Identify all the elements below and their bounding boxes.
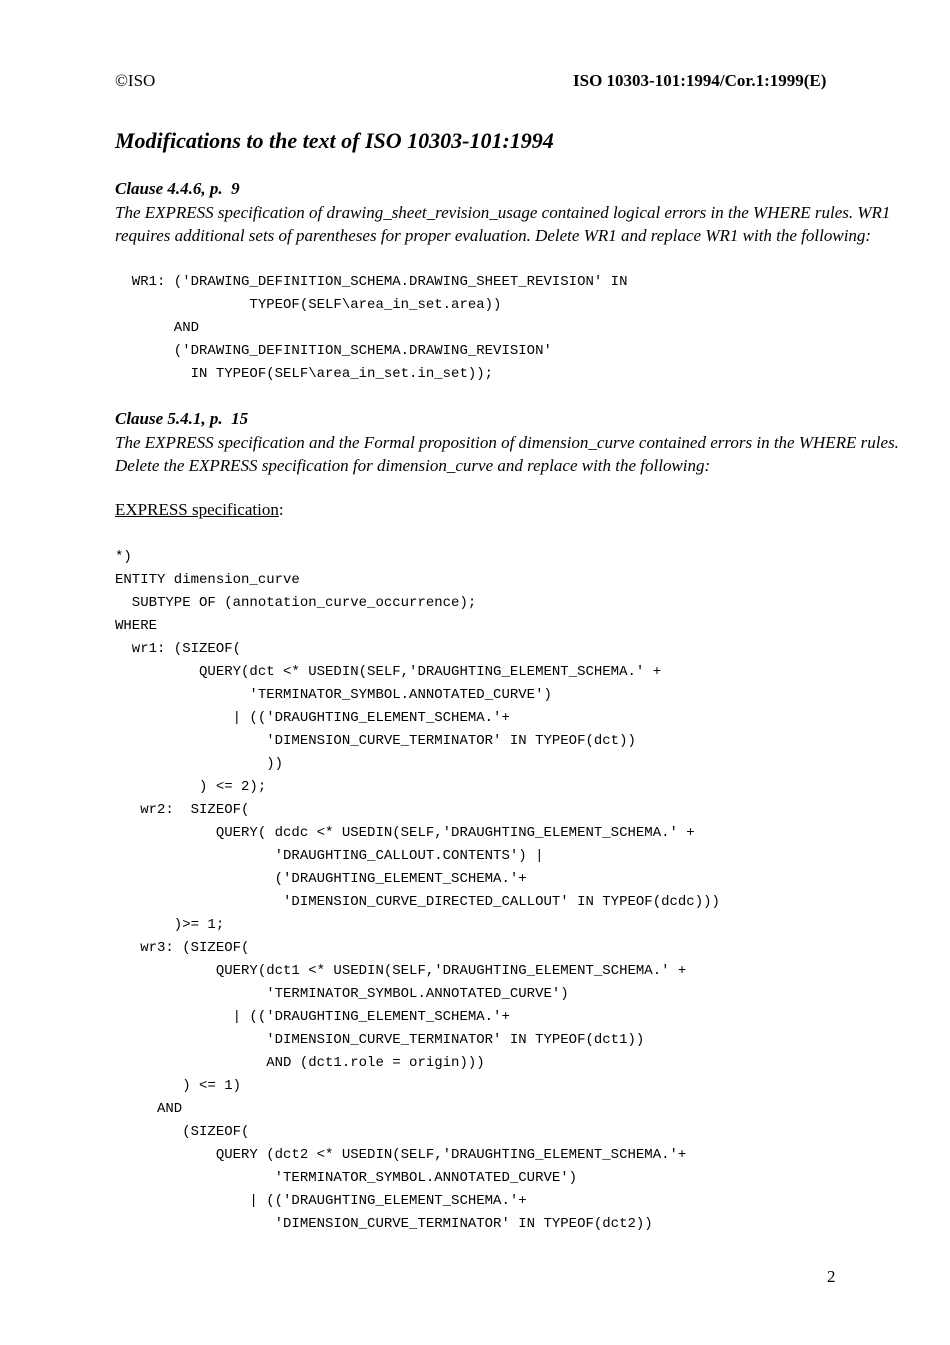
express-specification-link-text: EXPRESS specification (115, 500, 279, 519)
page-number: 2 (827, 1267, 836, 1286)
page-title: Modifications to the text of ISO 10303-101:1994 (115, 128, 554, 153)
express-colon: : (278, 500, 284, 519)
code-block-2: *) ENTITY dimension_curve SUBTYPE OF (annotation_curve_occurrence); WHERE wr1: (SIZEOF( QUERY(dct <* USEDIN(SELF,'DRAUGHTING_ELEMENT_SCHEMA.' + 'TERMINATOR_SYMBOL.ANNOTATED_CURVE') | (('DRAUGHTING_ELEMENT_SCHEMA.'+ 'DIMENSION_CURVE_TERMINATOR' IN TYPEOF(dct)) )) ) <= 2); wr2: SIZEOF( QUERY( dcdc <* USEDIN(SELF,'DRAUGHTING_ELEMENT_SCHEMA.' + 'DRAUGHTING_CALLOUT.CONTENTS') | ('DRAUGHTING_ELEMENT_SCHEMA.'+ 'DIMENSION_CURVE_DIRECTED_CALLOUT' IN TYPEOF(dcdc))) )>= 1; wr3: (SIZEOF( QUERY(dct1 <* USEDIN(SELF,'DRAUGHTING_ELEMENT_SCHEMA.' + 'TERMINATOR_SYMBOL.ANNOTATED_CURVE') | (('DRAUGHTING_ELEMENT_SCHEMA.'+ 'DIMENSION_CURVE_TERMINATOR' IN TYPEOF(dct1)) AND (dct1.role = origin))) ) <= 1) AND (SIZEOF( QUERY (dct2 <* USEDIN(SELF,'DRAUGHTING_ELEMENT_SCHEMA.'+ 'TERMINATOR_SYMBOL.ANNOTATED_CURVE') | (('DRAUGHTING_ELEMENT_SCHEMA.'+ 'DIMENSION_CURVE_TERMINATOR' IN TYPEOF(dct2)) (115, 549, 720, 1232)
clause-heading-2: Clause 5.4.1, p. 15 (115, 409, 249, 428)
express-specification-label (115, 500, 284, 520)
code-block-1: WR1: ('DRAWING_DEFINITION_SCHEMA.DRAWING_SHEET_REVISION' IN TYPEOF(SELF\area_in_set.area)) AND ('DRAWING_DEFINITION_SCHEMA.DRAWING_REVISION' IN TYPEOF(SELF\area_in_set.in_set)); (131, 274, 628, 382)
clause-text-2: The EXPRESS specification and the Formal proposition of dimension_curve contained errors in the WHERE rules. Delete the EXPRESS specification for dimension_curve and replace with the following: (115, 433, 899, 475)
header-right: ISO 10303-101:1994/Cor.1:1999(E) (573, 71, 827, 90)
header-left: ©ISO (115, 71, 156, 90)
clause-text-1: The EXPRESS specification of drawing_sheet_revision_usage contained logical errors in the WHERE rules. WR1 requires additional sets of parentheses for proper evaluation. Delete WR1 and replace WR1 with the following: (115, 203, 891, 245)
clause-heading-1: Clause 4.4.6, p. 9 (115, 179, 240, 198)
